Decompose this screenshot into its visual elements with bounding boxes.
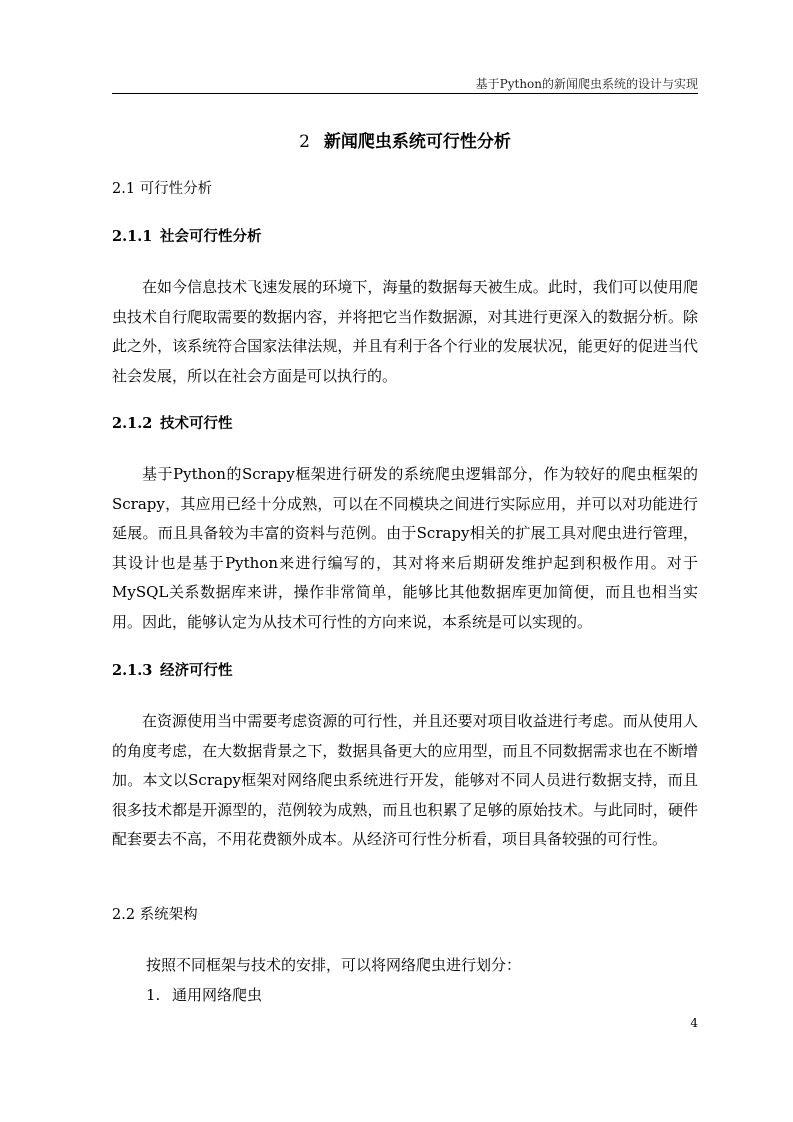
- header-rule: [112, 93, 698, 94]
- paragraph-social-feasibility: 在如今信息技术飞速发展的环境下，海量的数据每天被生成。此时，我们可以使用爬虫技术自行爬取需要的数据内容，并将把它当作数据源，对其进行更深入的数据分析。除此之外，该系统符合国家法律法规，并且有利于各个行业的发展状况，能更好的促进当代社会发展，所以在社会方面是可以执行的。: [112, 278, 698, 385]
- paragraph-technical-feasibility: 基于Python的Scrapy框架进行研发的系统爬虫逻辑部分，作为较好的爬虫框架的Scrapy，其应用已经十分成熟，可以在不同模块之间进行实际应用，并可以对功能进行延展。而且具备较为丰富的资料与范例。由于Scrapy相关的扩展工具对爬虫进行管理，其设计也是基于Python来进行编写的，其对将来后期研发维护起到积极作用。对于MySQL关系数据库来讲，操作非常简单，能够比其他数据库更加简便，而且也相当实用。因此，能够认定为从技术可行性的方向来说，本系统是可以实现的。: [112, 465, 698, 631]
- chapter-title: [112, 131, 698, 153]
- running-header: 基于Python的新闻爬虫系统的设计与实现: [475, 77, 698, 91]
- section-title: 经济可行性: [160, 662, 233, 679]
- section-title: 技术可行性: [160, 415, 233, 432]
- paragraph-economic-feasibility: 在资源使用当中需要考虑资源的可行性，并且还要对项目收益进行考虑。而从使用人的角度考虑，在大数据背景之下，数据具备更大的应用型，而且不同数据需求也在不断增加。本文以Scrapy框架对网络爬虫系统进行开发，能够对不同人员进行数据支持，而且很多技术都是开源型的，范例较为成熟，而且也积累了足够的原始技术。与此同时，硬件配套要去不高，不用花费额外成本。从经济可行性分析看，项目具备较强的可行性。: [112, 712, 698, 848]
- section-heading-2-1-1: [112, 227, 262, 247]
- paragraph-architecture-intro: 按照不同框架与技术的安排，可以将网络爬虫进行划分：: [146, 956, 522, 974]
- section-heading-2-1: 2.1 可行性分析: [112, 181, 213, 197]
- page-number: 4: [690, 1016, 698, 1030]
- chapter-number: 2: [299, 132, 310, 152]
- section-number: 2.1.3: [112, 662, 153, 679]
- section-heading-2-1-3: [112, 661, 233, 681]
- section-number: 2.1.2: [112, 415, 153, 432]
- chapter-title-text: 新闻爬虫系统可行性分析: [323, 132, 511, 152]
- section-number: 2.1.1: [112, 228, 153, 245]
- list-item-number: 1.: [146, 986, 161, 1004]
- list-item: [146, 985, 262, 1005]
- list-item-label: 通用网络爬虫: [172, 986, 263, 1004]
- section-heading-2-1-2: [112, 414, 233, 434]
- section-title: 社会可行性分析: [160, 228, 262, 245]
- section-heading-2-2: 2.2 系统架构: [112, 907, 198, 923]
